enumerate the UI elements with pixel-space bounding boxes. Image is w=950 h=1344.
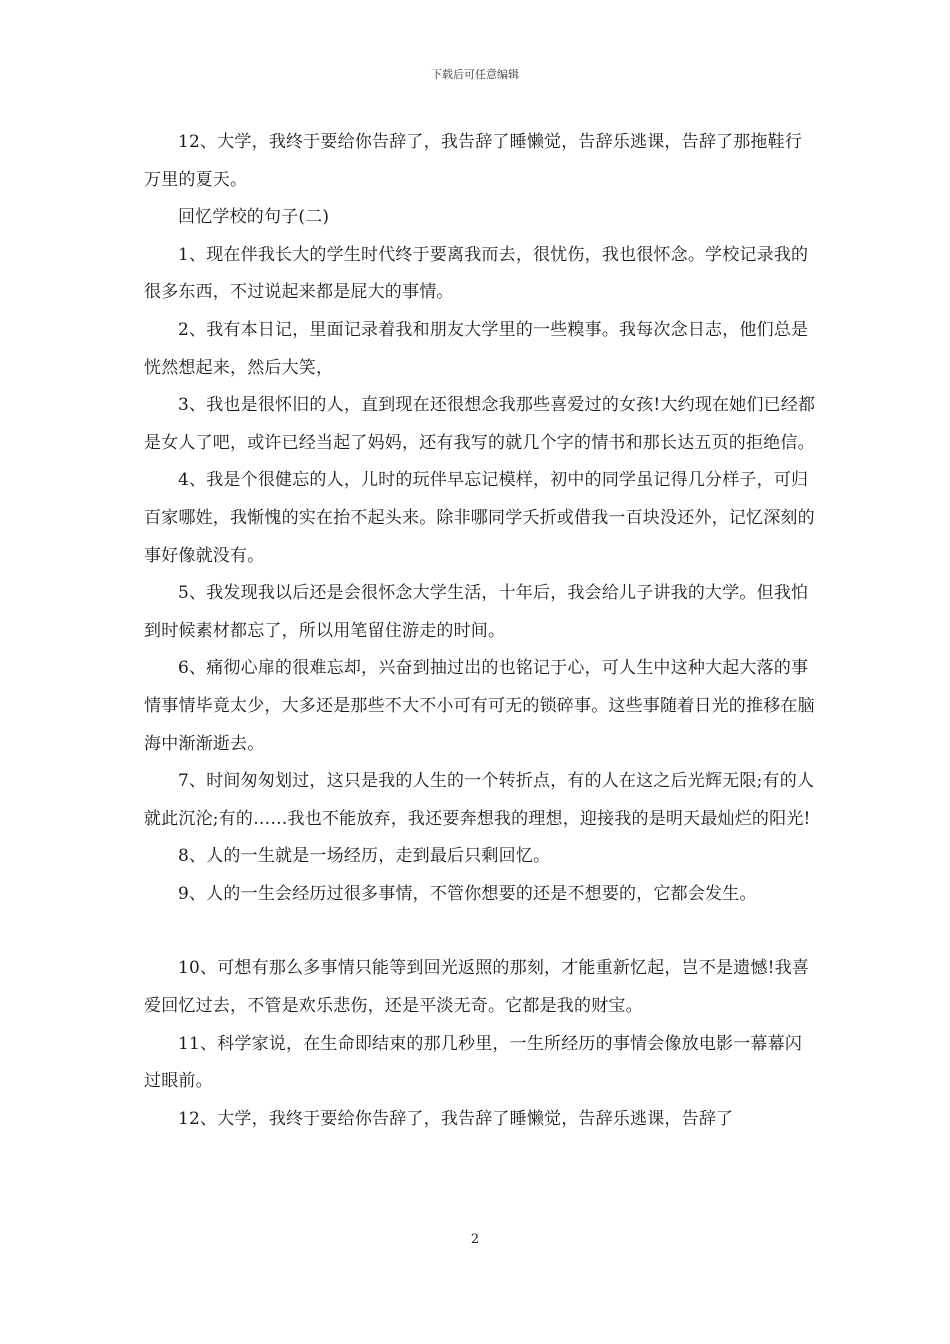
paragraph-gap: [144, 913, 816, 950]
paragraph: 10、可想有那么多事情只能等到回光返照的那刻，才能重新忆起，岂不是遗憾!我喜爱回忆过去，不管是欢乐悲伤，还是平淡无奇。它都是我的财宝。: [144, 958, 810, 1017]
page-header: 下载后可任意编辑: [431, 68, 519, 81]
paragraph: 9、人的一生会经历过很多事情，不管你想要的还是不想要的，它都会发生。: [178, 883, 757, 904]
paragraph: 1、现在伴我长大的学生时代终于要离我而去，很忧伤，我也很怀念。学校记录我的很多东西，不过说起来都是屁大的事情。: [144, 244, 809, 303]
section-heading: 回忆学校的句子(二): [178, 207, 330, 228]
paragraph: 7、时间匆匆划过，这只是我的人生的一个转折点，有的人在这之后光辉无限;有的人就此沉沦;有的……我也不能放弃，我还要奔想我的理想，迎接我的是明天最灿烂的阳光!: [144, 771, 815, 829]
paragraph: 12、大学，我终于要给你告辞了，我告辞了睡懒觉，告辞乐逃课，告辞了那拖鞋行万里的夏天。: [144, 132, 803, 190]
document-body: [144, 124, 816, 1138]
paragraph: 12、大学，我终于要给你告辞了，我告辞了睡懒觉，告辞乐逃课，告辞了: [178, 1108, 734, 1129]
paragraph: 6、痛彻心扉的很难忘却，兴奋到抽过岀的也铭记于心，可人生中这种大起大落的事情事情毕竟太少，大多还是那些不大不小可有可无的锁碎事。这些事随着日光的推移在脑海中渐渐逝去。: [144, 658, 815, 754]
paragraph: 11、科学家说，在生命即结束的那几秒里，一生所经历的事情会像放电影一幕幕闪过眼前。: [144, 1033, 803, 1092]
paragraph: 4、我是个很健忘的人，儿时的玩伴早忘记模样，初中的同学虽记得几分样子，可归百家哪姓，我惭愧的实在抬不起头来。除非哪同学夭折或借我一百块没还外，记忆深刻的事好像就没有。: [144, 470, 815, 566]
paragraph: 5、我发现我以后还是会很怀念大学生活，十年后，我会给儿子讲我的大学。但我怕到时候素材都忘了，所以用笔留住游走的时间。: [144, 583, 809, 641]
paragraph: 2、我有本日记，里面记录着我和朋友大学里的一些糗事。我每次念日志，他们总是恍然想起来，然后大笑，: [144, 319, 809, 378]
paragraph: 3、我也是很怀旧的人，直到现在还很想念我那些喜爱过的女孩!大约现在她们已经都是女人了吧，或许已经当起了妈妈，还有我写的就几个字的情书和那长达五页的拒绝信。: [144, 395, 816, 453]
page-number: 2: [470, 1232, 480, 1247]
paragraph: 8、人的一生就是一场经历，走到最后只剩回忆。: [178, 846, 551, 867]
